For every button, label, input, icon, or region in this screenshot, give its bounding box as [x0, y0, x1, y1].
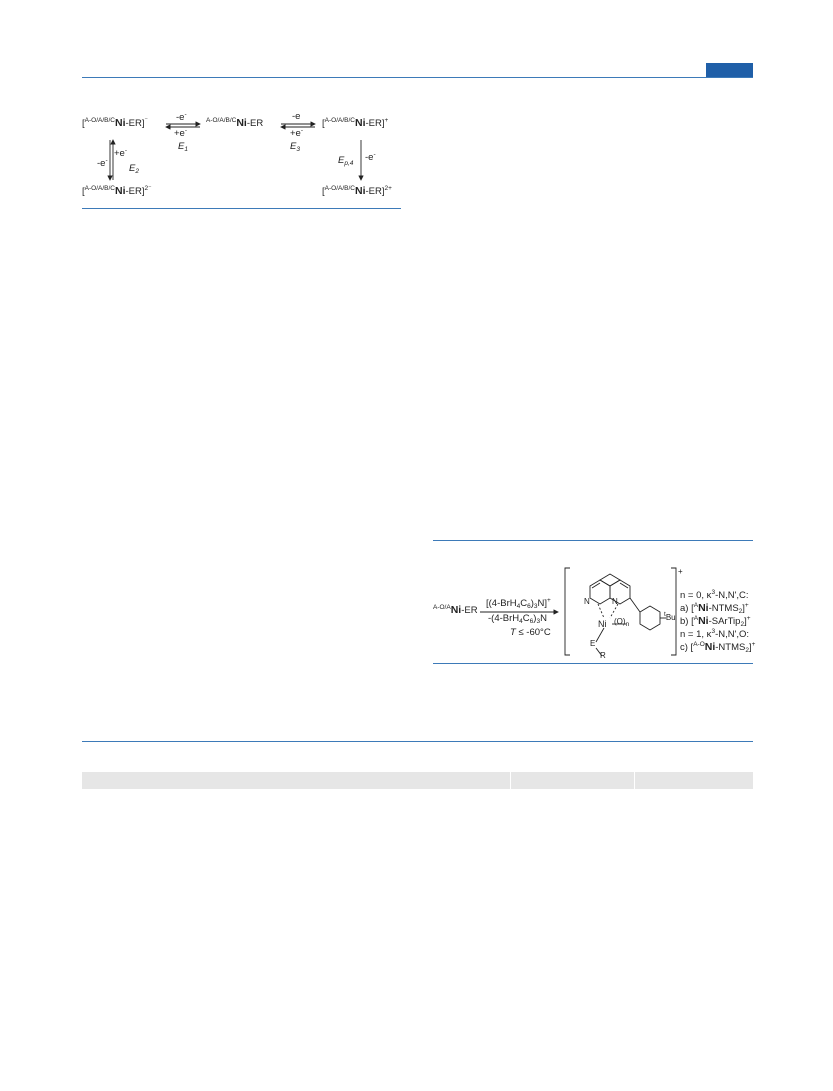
left-bracket: [565, 568, 570, 655]
struct-n-left: N: [584, 597, 590, 606]
neutral-complex: $^{A-O/A/B/C}$Ni-ER: [206, 117, 264, 129]
struct-ni: Ni: [598, 619, 607, 629]
table-header-band: [82, 772, 753, 789]
label-ep4: $E_{p,4}$: [338, 155, 354, 167]
condition-a: a) $[^ANi-NTMS_2]^+$: [680, 602, 749, 615]
left-anion: [$^{A-O/A/B/C}$Ni-ER]⁻: [82, 117, 148, 129]
reagent-top: $[(4-BrH_4C_6)_3N]^+$: [486, 597, 551, 610]
section-rule: [82, 741, 753, 742]
bottom-right-dication: $[^{A-O/A/B/C}Ni-ER]^{2+}$: [322, 185, 392, 197]
label-plus-e-2: +e-: [114, 147, 128, 159]
struct-o: $(O)_n$: [614, 617, 630, 628]
aryl-ring: [630, 598, 666, 630]
reagent-bottom: $-(4-BrH_4C_6)_3N$: [488, 613, 547, 625]
struct-e: E: [590, 639, 596, 648]
label-minus-e-2: -e-: [97, 157, 108, 169]
scheme2-bottom-rule: [433, 663, 753, 664]
phenanthroline: [590, 574, 630, 604]
label-e2: $E_2$: [129, 163, 139, 175]
condition-c: c) $[^{A-O}Ni-NTMS_2]^+$: [680, 641, 756, 654]
condition-n0: n = 0, $\kappa^3-N,N',C$:: [680, 589, 749, 601]
struct-n-right: N: [612, 597, 618, 606]
label-minus-e-4: -e-: [365, 151, 376, 163]
right-cation: [$^{A-O/A/B/C}$Ni-ER]+: [322, 117, 389, 129]
label-e1: $E_1$: [178, 141, 188, 153]
label-plus-e-1: +e-: [174, 127, 188, 139]
bottom-left-dianion: $[^{A-O/A/B/C}Ni-ER]^{2^-}$: [82, 185, 152, 197]
start-complex: $^{A-O/A}$Ni-ER: [433, 604, 478, 616]
label-plus-e-3: +e-: [290, 127, 304, 139]
label-minus-e-3: -e: [292, 111, 301, 122]
cation-charge: +: [678, 567, 683, 576]
label-e3: $E_3$: [290, 141, 300, 153]
ni-bonds: [596, 604, 626, 656]
struct-tbu: $^t$Bu: [664, 611, 676, 622]
label-minus-e-1: -e-: [176, 111, 187, 123]
condition-b: b) [$^A$Ni-SArTip$_2$]+: [680, 615, 751, 628]
struct-r: R: [600, 651, 606, 660]
condition-n1: n = 1, $\kappa^3-N,N',O$:: [680, 628, 750, 640]
temperature: T ≤ -60°C: [510, 627, 551, 638]
